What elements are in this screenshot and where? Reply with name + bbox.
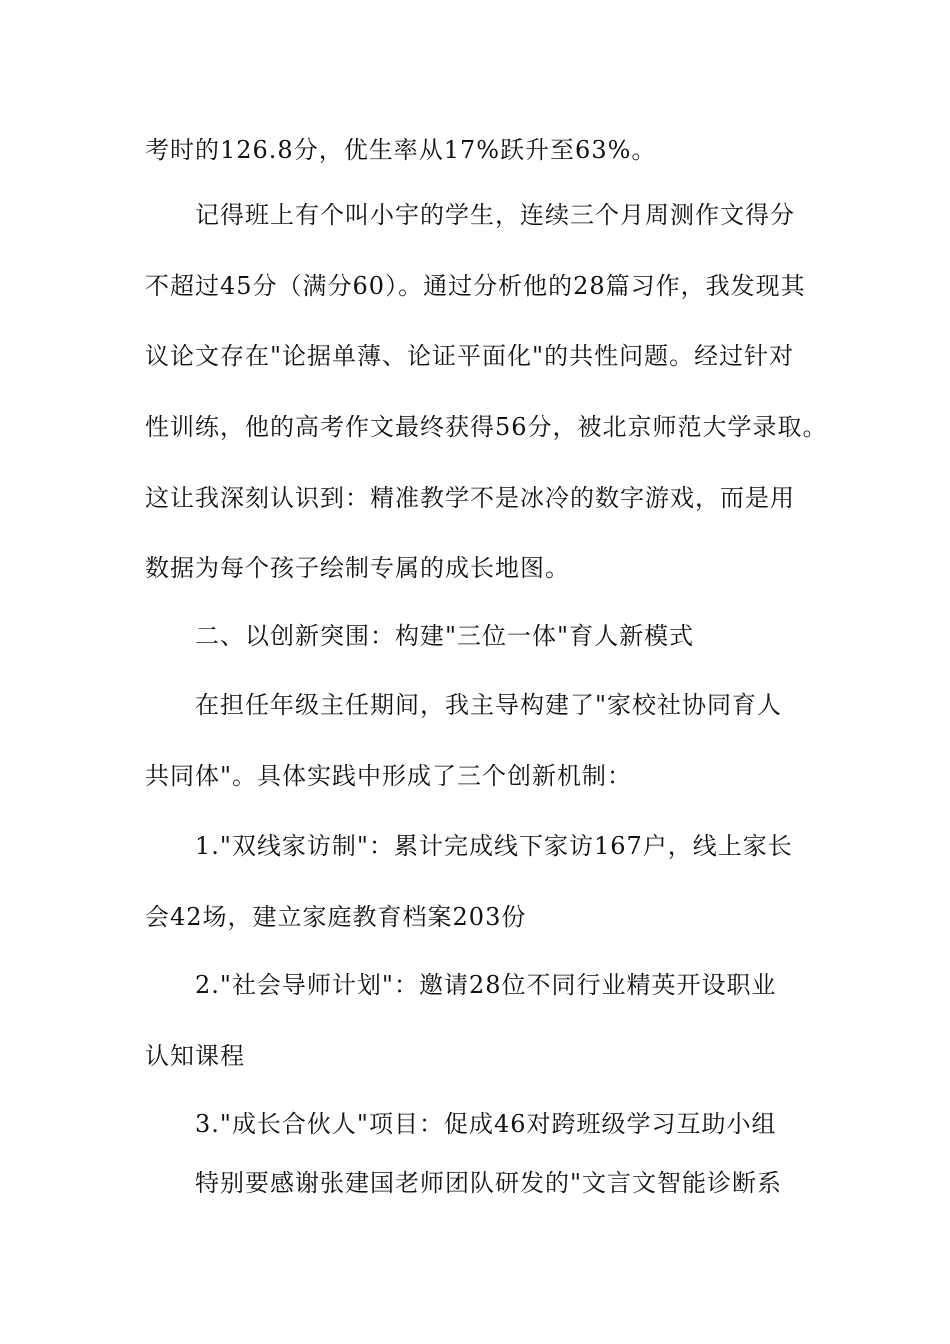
text-line: 数据为每个孩子绘制专属的成长地图。 (145, 554, 570, 582)
list-item: 1."双线家访制"：累计完成线下家访167户，线上家长 (195, 832, 793, 860)
section-heading: 二、以创新突围：构建"三位一体"育人新模式 (195, 622, 695, 650)
text-line: 共同体"。具体实践中形成了三个创新机制： (145, 762, 633, 790)
list-item: 2."社会导师计划"：邀请28位不同行业精英开设职业 (195, 971, 777, 999)
text-line: 特别要感谢张建国老师团队研发的"文言文智能诊断系 (195, 1169, 783, 1197)
text-line: 议论文存在"论据单薄、论证平面化"的共性问题。经过针对 (145, 342, 795, 370)
text-line: 会42场，建立家庭教育档案203份 (145, 903, 527, 931)
text-line: 在担任年级主任期间，我主导构建了"家校社协同育人 (195, 691, 783, 719)
text-line: 这让我深刻认识到：精准教学不是冰冷的数字游戏，而是用 (145, 484, 795, 512)
text-line: 考时的126.8分，优生率从17%跃升至63%。 (145, 136, 657, 164)
text-line: 性训练，他的高考作文最终获得56分，被北京师范大学录取。 (145, 413, 828, 441)
text-line: 认知课程 (145, 1042, 245, 1070)
list-item: 3."成长合伙人"项目：促成46对跨班级学习互助小组 (195, 1110, 777, 1138)
text-line: 记得班上有个叫小宇的学生，连续三个月周测作文得分 (195, 201, 795, 229)
text-line: 不超过45分（满分60）。通过分析他的28篇习作，我发现其 (145, 272, 806, 300)
